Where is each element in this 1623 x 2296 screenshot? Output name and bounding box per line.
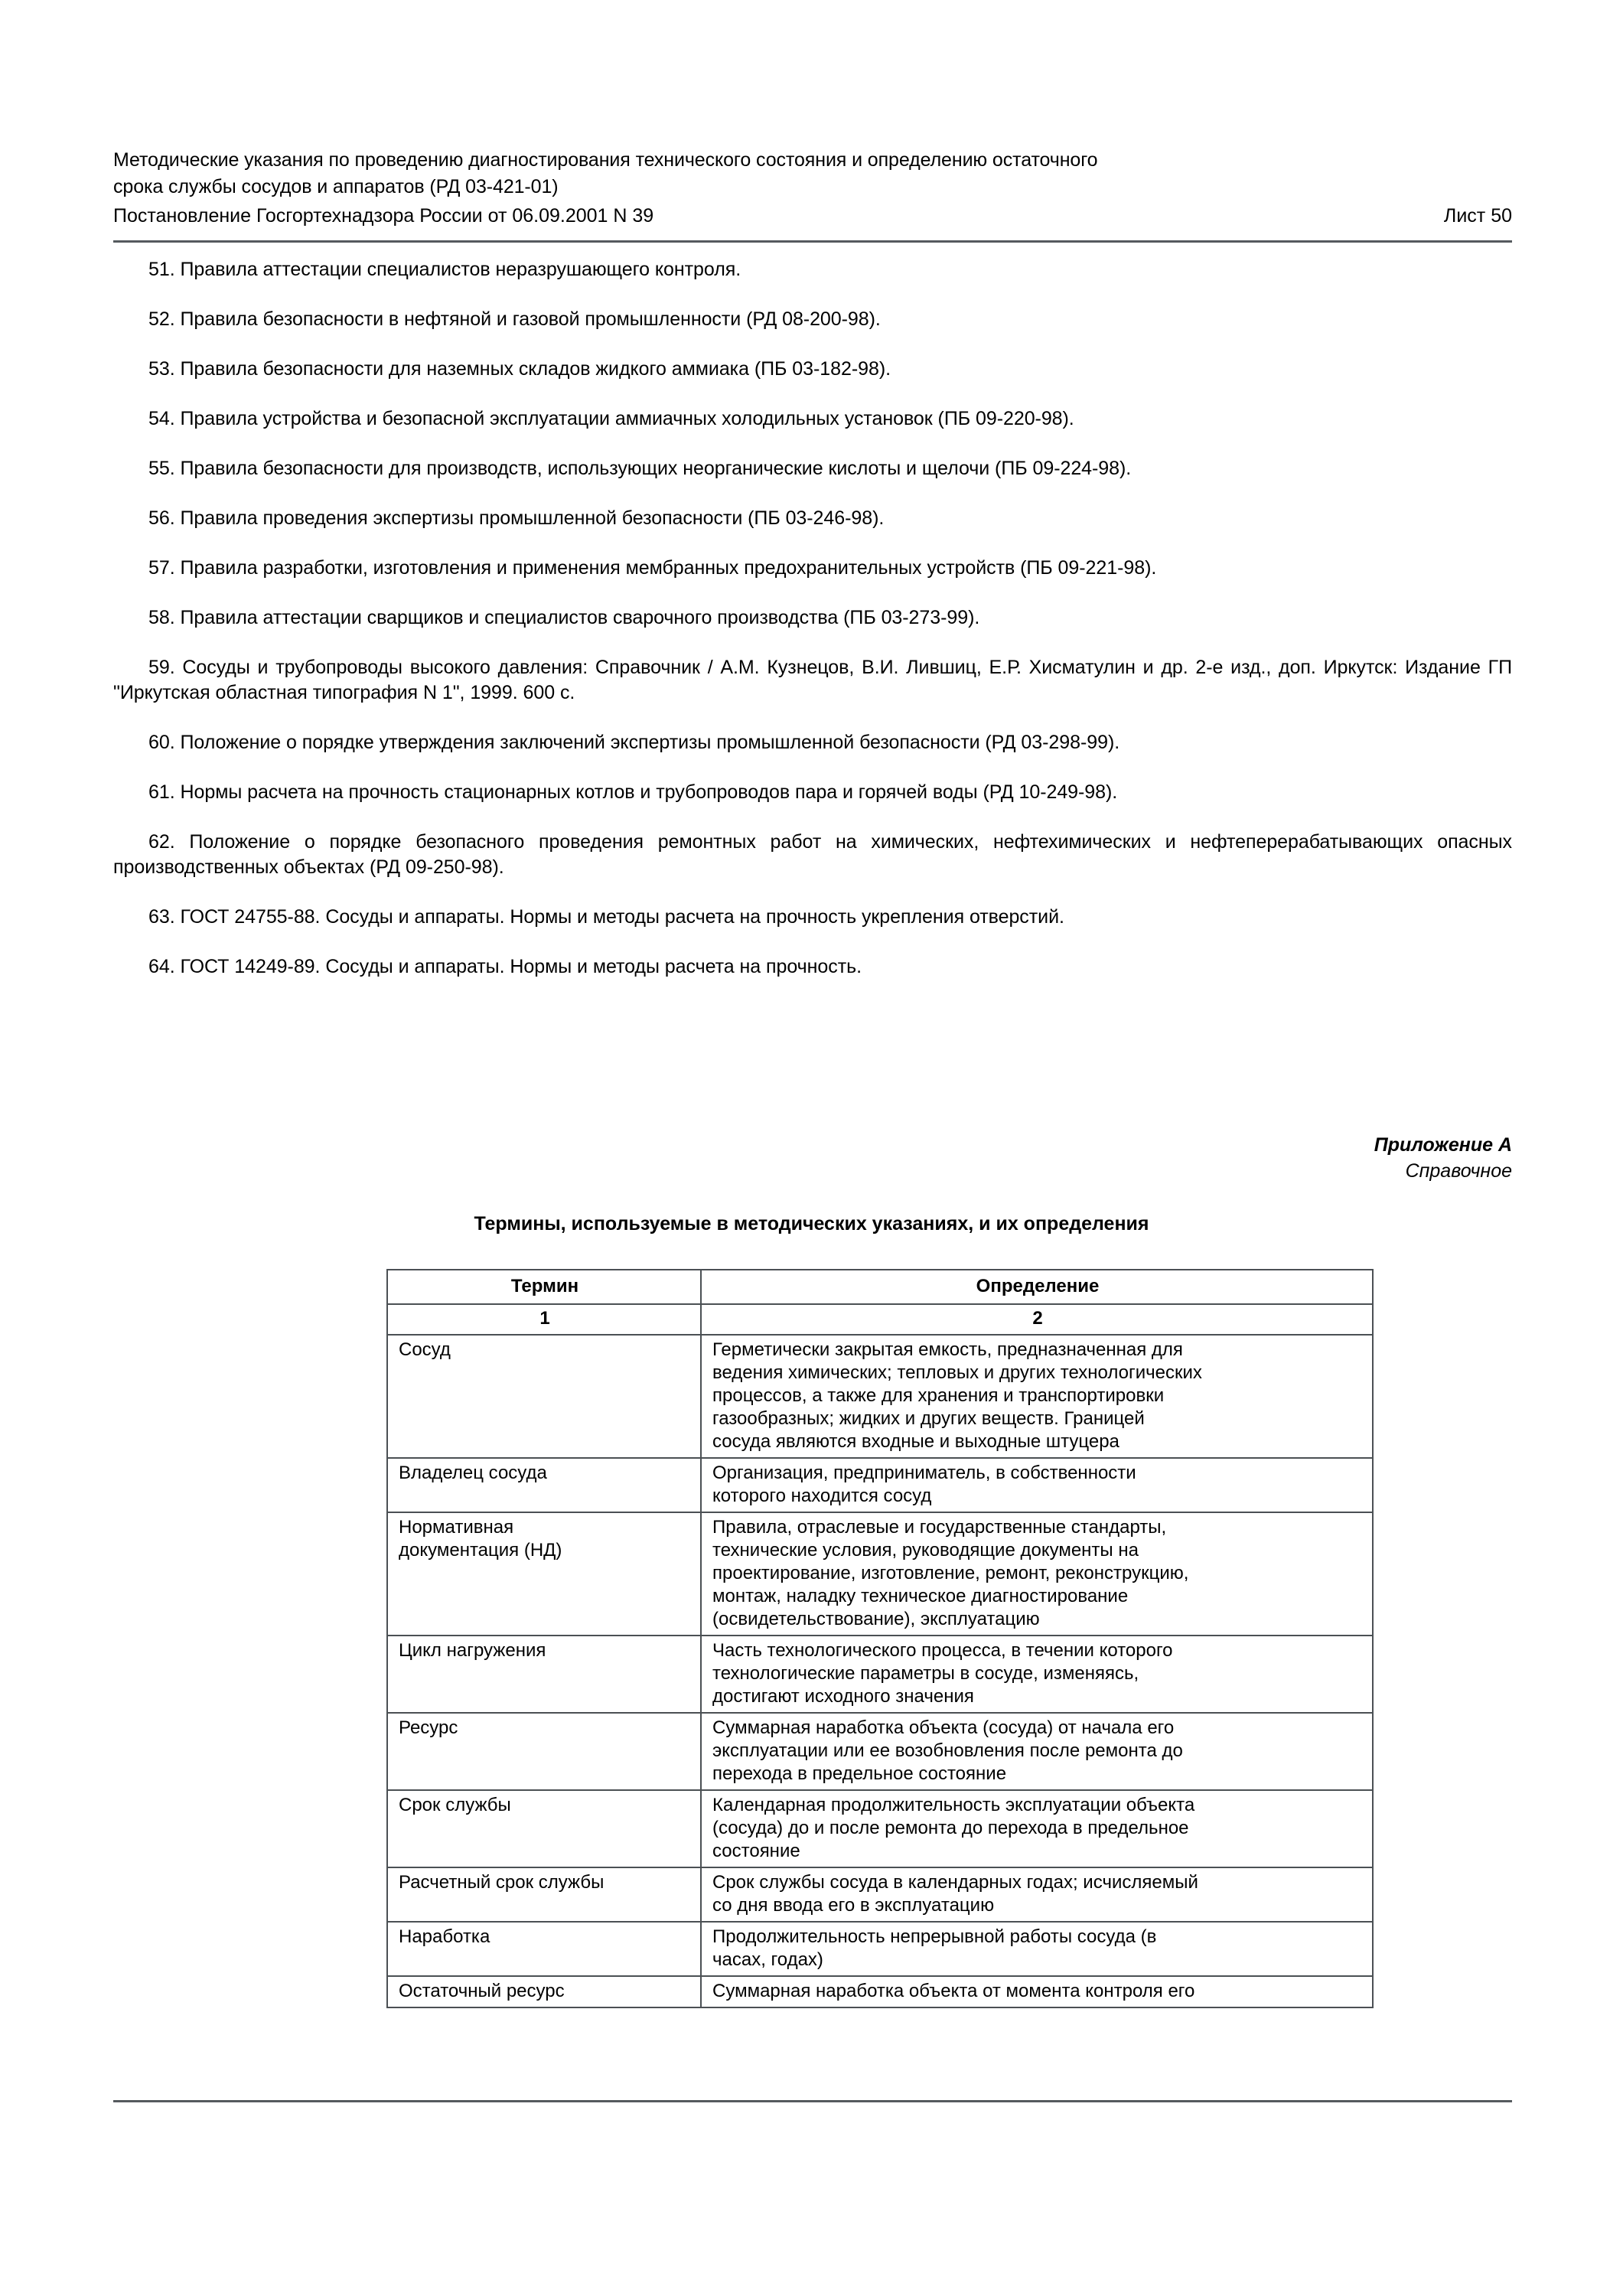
reference-item-59: 59. Сосуды и трубопроводы высокого давления: Справочник / А.М. Кузнецов, В.И. Лившиц, Е.Р. Хисматулин и др. 2-е изд., доп. Иркутск: Издание ГП "Иркутская областная типография N 1", 1999. 600 с.: [113, 657, 1512, 703]
reference-item-64: 64. ГОСТ 14249-89. Сосуды и аппараты. Нормы и методы расчета на прочность.: [148, 956, 862, 977]
page-number-label: Лист 50: [1443, 205, 1512, 227]
table-row: [387, 1867, 1373, 1922]
terms-table: [386, 1269, 1374, 2008]
term-cell: Срок службы: [387, 1790, 701, 1867]
term-cell: Цикл нагружения: [387, 1636, 701, 1713]
reference-item-55: 55. Правила безопасности для производств, использующих неорганические кислоты и щелочи (ПБ 09-224-98).: [148, 458, 1132, 479]
document-running-header: [113, 147, 1512, 230]
terms-table-number-row: [387, 1304, 1373, 1335]
header-subtitle-row: [113, 203, 1512, 230]
reference-item-60: 60. Положение о порядке утверждения заключений экспертизы промышленной безопасности (РД 03-298-99).: [148, 732, 1120, 753]
terms-table-body: [387, 1335, 1373, 2007]
definition-cell: Часть технологического процесса, в течении которого технологические параметры в сосуде, изменяясь, достигают исходного значения: [701, 1636, 1373, 1713]
column-number-1: 1: [387, 1304, 701, 1335]
reference-item-57: 57. Правила разработки, изготовления и применения мембранных предохранительных устройств (ПБ 09-221-98).: [148, 557, 1157, 579]
reference-item-63: 63. ГОСТ 24755-88. Сосуды и аппараты. Нормы и методы расчета на прочность укрепления отверстий.: [148, 906, 1064, 928]
table-row: [387, 1976, 1373, 2007]
reference-item-62: 62. Положение о порядке безопасного проведения ремонтных работ на химических, нефтехимических и нефтеперерабатывающих опасных производственных объектах (РД 09-250-98).: [113, 831, 1512, 878]
definition-cell: Срок службы сосуда в календарных годах; исчисляемый со дня ввода его в эксплуатацию: [701, 1867, 1373, 1922]
definition-cell: Суммарная наработка объекта (сосуда) от начала его эксплуатации или ее возобновления после ремонта до перехода в предельное состояние: [701, 1713, 1373, 1790]
term-cell: Ресурс: [387, 1713, 701, 1790]
terms-table-caption: Термины, используемые в методических указаниях, и их определения: [474, 1213, 1149, 1234]
definition-cell: Продолжительность непрерывной работы сосуда (в часах, годах): [701, 1922, 1373, 1976]
reference-item-58: 58. Правила аттестации сварщиков и специалистов сварочного производства (ПБ 03-273-99).: [148, 607, 980, 628]
header-divider-rule: [113, 240, 1512, 243]
table-row: [387, 1458, 1373, 1512]
definition-cell: Календарная продолжительность эксплуатации объекта (сосуда) до и после ремонта до перехода в предельное состояние: [701, 1790, 1373, 1867]
terms-table-container: [386, 1269, 1372, 2008]
header-title-line-2: срока службы сосудов и аппаратов (РД 03-421-01): [113, 176, 559, 197]
term-cell: Сосуд: [387, 1335, 701, 1458]
header-title-line-1: Методические указания по проведению диагностирования технического состояния и определению остаточного: [113, 149, 1098, 171]
term-cell: Нормативная документация (НД): [387, 1512, 701, 1636]
reference-item-61: 61. Нормы расчета на прочность стационарных котлов и трубопроводов пара и горячей воды (РД 10-249-98).: [148, 781, 1118, 803]
column-number-2: 2: [701, 1304, 1373, 1335]
table-row: [387, 1636, 1373, 1713]
appendix-kind: Справочное: [1405, 1160, 1512, 1182]
appendix-label-block: [1374, 1132, 1512, 1184]
definition-cell: Суммарная наработка объекта от момента контроля его: [701, 1976, 1373, 2007]
reference-item-54: 54. Правила устройства и безопасной эксплуатации аммиачных холодильных установок (ПБ 09-220-98).: [148, 408, 1074, 429]
reference-item-52: 52. Правила безопасности в нефтяной и газовой промышленности (РД 08-200-98).: [148, 308, 881, 330]
appendix-title: Приложение А: [1374, 1134, 1512, 1156]
reference-list: [113, 257, 1512, 1004]
footer-divider-rule: [113, 2100, 1512, 2102]
column-header-term: Термин: [387, 1270, 701, 1304]
table-row: [387, 1713, 1373, 1790]
term-cell: Остаточный ресурс: [387, 1976, 701, 2007]
term-cell: Наработка: [387, 1922, 701, 1976]
definition-cell: Правила, отраслевые и государственные стандарты, технические условия, руководящие документы на проектирование, изготовление, ремонт, реконструкцию, монтаж, наладку техническое диагностирование (освидетельствование), эксплуатацию: [701, 1512, 1373, 1636]
reference-item-56: 56. Правила проведения экспертизы промышленной безопасности (ПБ 03-246-98).: [148, 507, 885, 529]
table-row: [387, 1790, 1373, 1867]
table-row: [387, 1512, 1373, 1636]
table-row: [387, 1922, 1373, 1976]
terms-table-header-row: [387, 1270, 1373, 1304]
definition-cell: Организация, предприниматель, в собственности которого находится сосуд: [701, 1458, 1373, 1512]
term-cell: Расчетный срок службы: [387, 1867, 701, 1922]
definition-cell: Герметически закрытая емкость, предназначенная для ведения химических; тепловых и других технологических процессов, а также для хранения и транспортировки газообразных; жидких и других веществ. Границей сосуда являются входные и выходные штуцера: [701, 1335, 1373, 1458]
column-header-definition: Определение: [701, 1270, 1373, 1304]
header-subtitle: Постановление Госгортехнадзора России от 06.09.2001 N 39: [113, 205, 654, 227]
term-cell: Владелец сосуда: [387, 1458, 701, 1512]
reference-item-51: 51. Правила аттестации специалистов неразрушающего контроля.: [148, 259, 741, 280]
table-row: [387, 1335, 1373, 1458]
reference-item-53: 53. Правила безопасности для наземных складов жидкого аммиака (ПБ 03-182-98).: [148, 358, 891, 380]
